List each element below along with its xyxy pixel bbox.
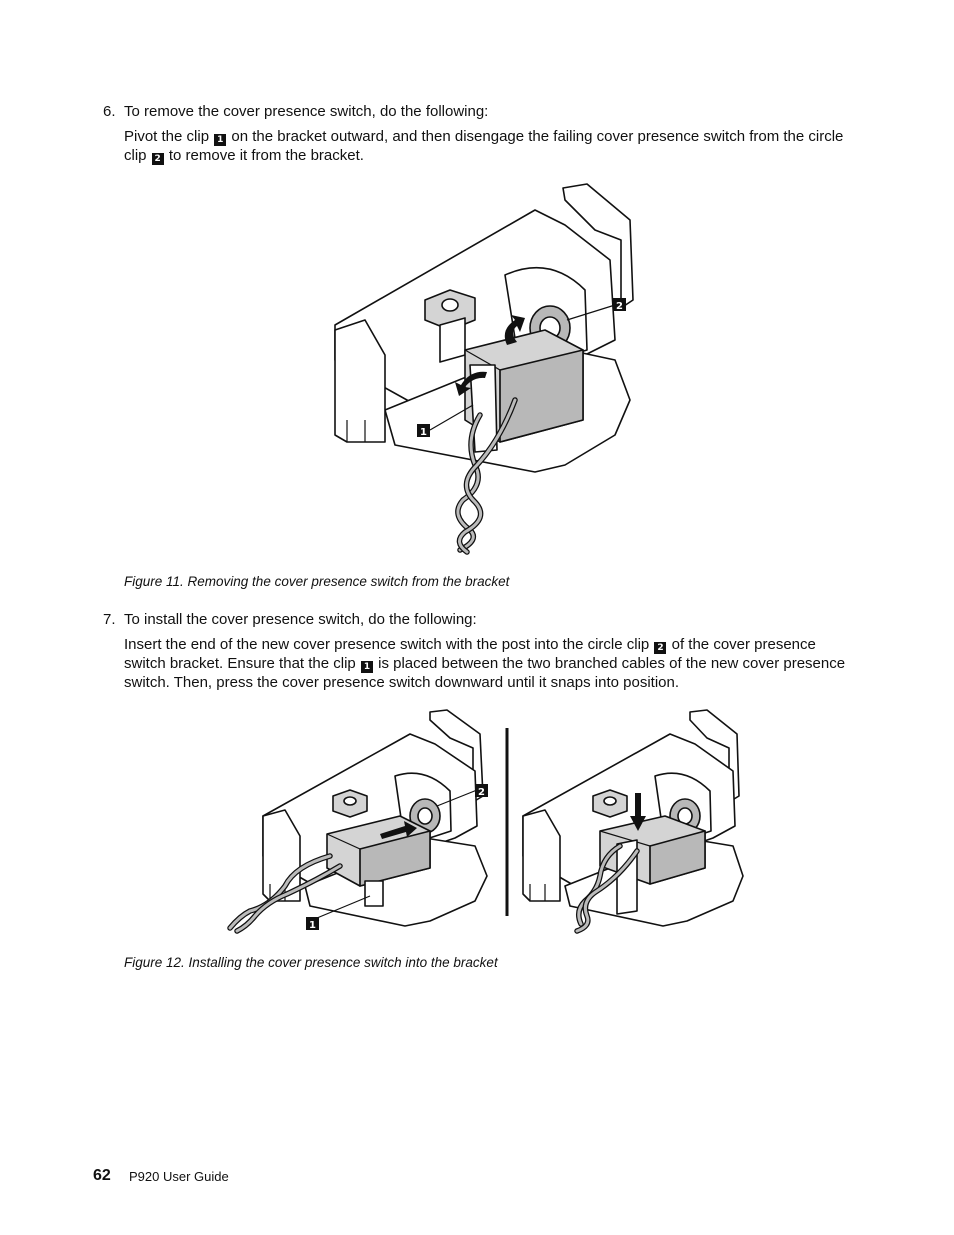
figure-11-callout-1: 1 bbox=[420, 427, 427, 438]
callout-1-badge: 1 bbox=[214, 134, 226, 146]
callout-2-badge: 2 bbox=[654, 642, 666, 654]
figure-11-illustration bbox=[325, 180, 645, 560]
step-6-text: Pivot the clip bbox=[124, 128, 214, 145]
footer-doc-title: P920 User Guide bbox=[129, 1169, 229, 1184]
step-6-heading: To remove the cover presence switch, do the following: bbox=[124, 103, 489, 120]
step-6-text: on the bracket outward, and then disengage the failing cover presence switch from the circle clip bbox=[124, 128, 844, 164]
callout-2-badge: 2 bbox=[152, 153, 164, 165]
figure-12-callout-2: 2 bbox=[478, 787, 485, 798]
figure-12-caption: Figure 12. Installing the cover presence switch into the bracket bbox=[124, 955, 498, 970]
figure-12-callout-1: 1 bbox=[309, 920, 316, 931]
step-7-text: Insert the end of the new cover presence switch with the post into the circle clip bbox=[124, 636, 654, 653]
figure-12-illustration bbox=[225, 706, 745, 936]
callout-1-badge: 1 bbox=[361, 661, 373, 673]
step-7-text: of the cover presence switch bracket. Ensure that the clip bbox=[124, 636, 816, 672]
page-number: 62 bbox=[93, 1167, 111, 1184]
step-7-number: 7. bbox=[103, 611, 116, 628]
figure-12-right-panel bbox=[523, 710, 743, 931]
figure-11-callout-2: 2 bbox=[616, 301, 623, 312]
figure-12-left-panel bbox=[230, 710, 488, 931]
step-6-paragraph bbox=[124, 127, 854, 165]
step-7-paragraph bbox=[124, 635, 854, 692]
step-6-text: to remove it from the bracket. bbox=[164, 147, 364, 164]
step-6-number: 6. bbox=[103, 103, 116, 120]
step-7-text: is placed between the two branched cables of the new cover presence switch. Then, press the cover presence switch downward until it snaps into position. bbox=[124, 655, 846, 691]
step-7-heading: To install the cover presence switch, do the following: bbox=[124, 611, 477, 628]
figure-11-caption: Figure 11. Removing the cover presence switch from the bracket bbox=[124, 574, 510, 589]
